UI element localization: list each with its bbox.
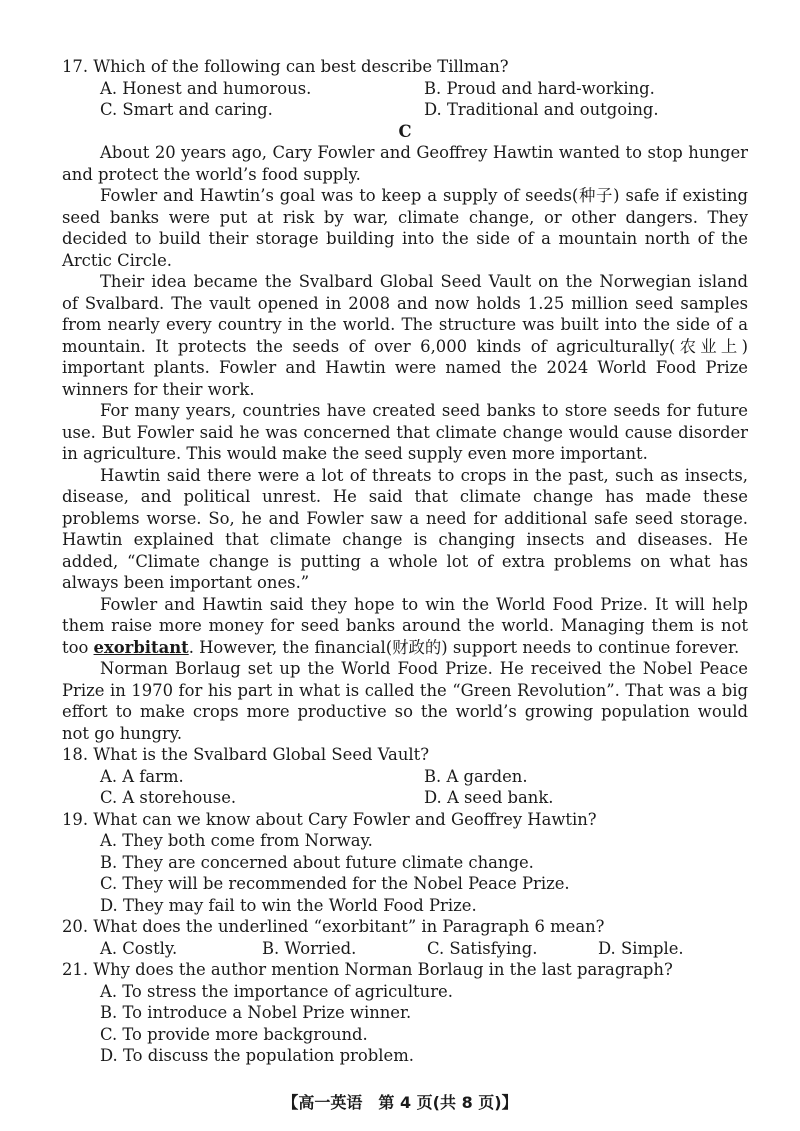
question-17-option-d: D. Traditional and outgoing. [424, 100, 659, 119]
passage-letter: C [398, 121, 412, 141]
question-17-options-row1 [62, 78, 748, 100]
question-19-option-d: D. They may fail to win the World Food Prize. [100, 895, 477, 915]
page-footer: 【高一英语 第 4 页(共 8 页)】 [282, 1093, 518, 1112]
exam-page [62, 56, 748, 1067]
question-17-option-c: C. Smart and caring. [100, 100, 273, 119]
question-18-options-row2 [62, 787, 748, 809]
passage-paragraph-1: About 20 years ago, Cary Fowler and Geoffrey Hawtin wanted to stop hunger and protect the world’s food supply. [62, 143, 748, 184]
question-20-stem: 20. What does the underlined “exorbitant” in Paragraph 6 mean? [62, 917, 605, 936]
underlined-word-exorbitant: exorbitant [93, 637, 189, 657]
question-18-option-d: D. A seed bank. [424, 788, 554, 807]
question-19-stem: 19. What can we know about Cary Fowler and Geoffrey Hawtin? [62, 809, 597, 829]
question-17-option-a: A. Honest and humorous. [100, 78, 312, 98]
question-19-option-c: C. They will be recommended for the Nobel Peace Prize. [100, 874, 570, 893]
passage-paragraph-4: For many years, countries have created seed banks to store seeds for future use. But Fowler said he was concerned that climate change would cause disorder in agriculture. This would make the seed supply even more important. [62, 401, 748, 463]
question-21-option-b: B. To introduce a Nobel Prize winner. [100, 1003, 412, 1022]
passage-paragraph-5: Hawtin said there were a lot of threats to crops in the past, such as insects, disease, and political unrest. He said that climate change has made these problems worse. So, he and Fowler saw a need for additional safe seed storage. Hawtin explained that climate change is changing insects and diseases. He added, “Climate change is putting a whole lot of extra problems on what has always been important ones.” [62, 465, 748, 592]
passage-paragraph-6 [62, 594, 748, 659]
paragraph-6-text-b: . However, the financial(财政的) support needs to continue forever. [188, 637, 740, 657]
paragraph-6-text-a: Fowler and Hawtin said they hope to win the World Food Prize. It will help them raise more money for seed banks around the world. Managing them is not too [62, 594, 748, 657]
question-17-stem: 17. Which of the following can best describe Tillman? [62, 57, 509, 76]
question-20-option-b: B. Worried. [262, 938, 357, 958]
question-17-options-row2 [62, 99, 748, 121]
question-18-option-b: B. A garden. [424, 766, 528, 786]
question-19-option-b: B. They are concerned about future climate change. [100, 852, 534, 872]
question-18-option-c: C. A storehouse. [100, 788, 237, 807]
question-20-option-a: A. Costly. [100, 938, 178, 958]
question-21-option-a: A. To stress the importance of agriculture. [100, 981, 453, 1001]
question-18-stem: 18. What is the Svalbard Global Seed Vault? [62, 745, 429, 764]
question-21-option-c: C. To provide more background. [100, 1024, 368, 1044]
question-21-option-d: D. To discuss the population problem. [100, 1046, 414, 1065]
question-18-options-row1 [62, 766, 748, 788]
question-20-option-c: C. Satisfying. [427, 938, 538, 958]
question-20-options [62, 938, 748, 960]
question-17-option-b: B. Proud and hard-working. [424, 78, 655, 98]
passage-paragraph-3: Their idea became the Svalbard Global Seed Vault on the Norwegian island of Svalbard. The vault opened in 2008 and now holds 1.25 million seed samples from nearly every country in the world. The structure was built into the side of a mountain. It protects the seeds of over 6,000 kinds of agriculturally(农业上) important plants. Fowler and Hawtin were named the 2024 World Food Prize winners for their work. [62, 272, 748, 399]
question-21-stem: 21. Why does the author mention Norman Borlaug in the last paragraph? [62, 960, 673, 979]
question-19-option-a: A. They both come from Norway. [100, 831, 373, 850]
passage-paragraph-7: Norman Borlaug set up the World Food Prize. He received the Nobel Peace Prize in 1970 for his part in what is called the “Green Revolution”. That was a big effort to make crops more productive so the world’s growing population would not go hungry. [62, 659, 748, 743]
question-18-option-a: A. A farm. [100, 766, 184, 786]
passage-paragraph-2: Fowler and Hawtin’s goal was to keep a supply of seeds(种子) safe if existing seed banks were put at risk by war, climate change, or other dangers. They decided to build their storage building into the side of a mountain north of the Arctic Circle. [62, 186, 748, 270]
question-20-option-d: D. Simple. [598, 938, 684, 958]
